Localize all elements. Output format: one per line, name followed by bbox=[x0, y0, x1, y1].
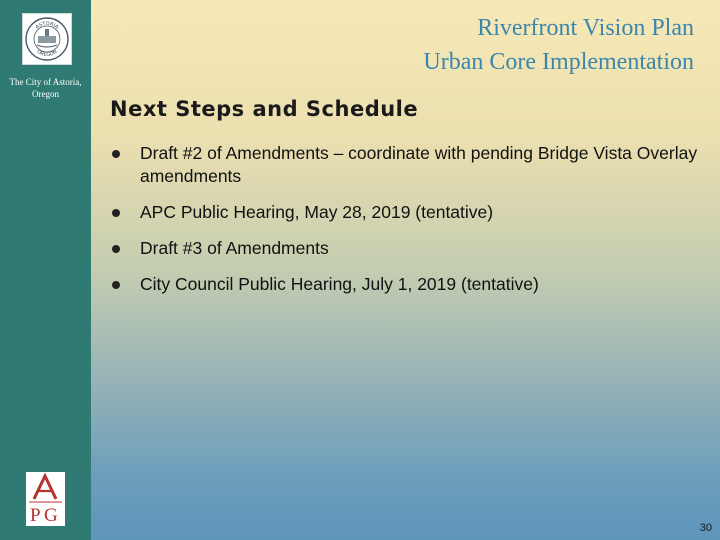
svg-text:OREGON bbox=[36, 49, 59, 58]
bullet-dot-icon bbox=[112, 209, 120, 217]
bullet-item bbox=[112, 273, 702, 296]
section-title: Next Steps and Schedule bbox=[110, 97, 419, 121]
city-name-label: The City of Astoria, Oregon bbox=[9, 77, 82, 99]
bullet-text: City Council Public Hearing, July 1, 2019 (tentative) bbox=[140, 274, 539, 294]
city-seal-logo bbox=[22, 13, 72, 65]
header-title-line-1: Riverfront Vision Plan bbox=[477, 15, 694, 41]
apg-logo bbox=[26, 472, 65, 526]
header-title-line-2: Urban Core Implementation bbox=[423, 49, 694, 75]
bullet-item bbox=[112, 237, 702, 260]
svg-text:P: P bbox=[30, 505, 41, 526]
bullet-item bbox=[112, 201, 702, 224]
schedule-bullet-list bbox=[112, 142, 702, 309]
sidebar bbox=[0, 0, 91, 540]
bullet-dot-icon bbox=[112, 245, 120, 253]
bullet-text: Draft #3 of Amendments bbox=[140, 238, 329, 258]
bullet-dot-icon bbox=[112, 281, 120, 289]
bullet-dot-icon bbox=[112, 150, 120, 158]
seal-text-top: ASTORIA bbox=[34, 20, 60, 31]
bullet-text: Draft #2 of Amendments – coordinate with pending Bridge Vista Overlay amendments bbox=[140, 143, 698, 186]
seal-text-bottom: OREGON bbox=[35, 48, 59, 59]
svg-text:G: G bbox=[44, 505, 58, 526]
bullet-item bbox=[112, 142, 702, 188]
bullet-text: APC Public Hearing, May 28, 2019 (tentative) bbox=[140, 202, 494, 222]
page-number: 30 bbox=[699, 522, 712, 534]
